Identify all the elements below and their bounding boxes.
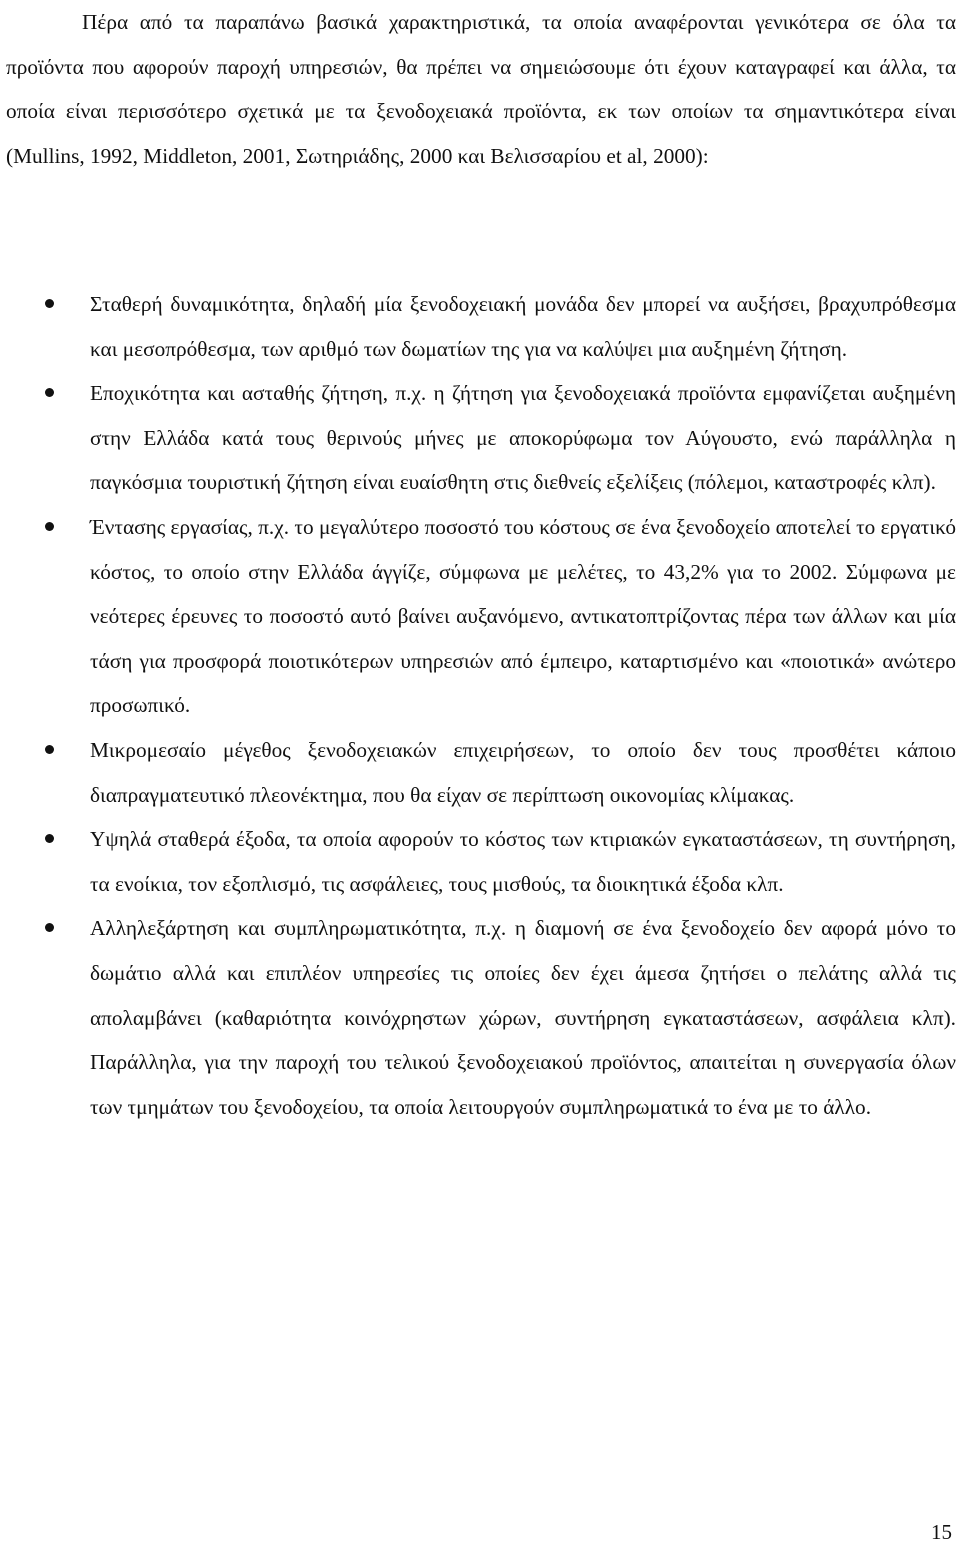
bullet-text: Αλληλεξάρτηση και συμπληρωματικότητα, π.χ. η διαμονή σε ένα ξενοδοχείο δεν αφορά μόνο το δωμάτιο αλλά και επιπλέον υπηρεσίες τις οποίες δεν έχει άμεσα ζητήσει ο πελάτης αλλά τις απολαμβάνει (καθαριότητα κοινόχρηστων χώρων, συντήρηση εγκαταστάσεων, ασφάλεια κλπ). Παράλληλα, για την παροχή του τελικού ξενοδοχειακού προϊόντος, απαιτείται η συνεργασία όλων των τμημάτων του ξενοδοχείου, τα οποία λειτουργούν συμπληρωματικά το ένα με το άλλο. — [90, 916, 956, 1119]
bullet-item — [0, 817, 960, 906]
bullet-dot-icon — [45, 388, 54, 397]
bullet-dot-icon — [45, 522, 54, 531]
bullet-item — [0, 728, 960, 817]
bullet-item — [0, 505, 960, 728]
bullet-dot-icon — [45, 923, 54, 932]
bullet-item — [0, 282, 960, 371]
bullet-dot-icon — [45, 299, 54, 308]
bullet-text: Μικρομεσαίο μέγεθος ξενοδοχειακών επιχειρήσεων, το οποίο δεν τους προσθέτει κάποιο διαπραγματευτικό πλεονέκτημα, που θα είχαν σε περίπτωση οικονομίας κλίμακας. — [90, 737, 956, 807]
bullet-text: Εποχικότητα και ασταθής ζήτηση, π.χ. η ζήτηση για ξενοδοχειακά προϊόντα εμφανίζεται αυξημένη στην Ελλάδα κατά τους θερινούς μήνες με αποκορύφωμα τον Αύγουστο, ενώ παράλληλα η παγκόσμια τουριστική ζήτηση είναι ευαίσθητη στις διεθνείς εξελίξεις (πόλεμοι, καταστροφές κλπ). — [90, 381, 956, 495]
intro-paragraph: Πέρα από τα παραπάνω βασικά χαρακτηριστικά, τα οποία αναφέρονται γενικότερα σε όλα τα προϊόντα που αφορούν παροχή υπηρεσιών, θα πρέπει να σημειώσουμε ότι έχουν καταγραφεί και άλλα, τα οποία είναι περισσότερο σχετικά με τα ξενοδοχειακά προϊόντα, εκ των οποίων τα σημαντικότερα είναι (Mullins, 1992, Middleton, 2001, Σωτηριάδης, 2000 και Βελισσαρίου et al, 2000): — [6, 10, 956, 168]
bullet-text: Σταθερή δυναμικότητα, δηλαδή μία ξενοδοχειακή μονάδα δεν μπορεί να αυξήσει, βραχυπρόθεσμα και μεσοπρόθεσμα, των αριθμό των δωματίων της για να καλύψει μια αυξημένη ζήτηση. — [90, 292, 956, 361]
bullet-list — [0, 282, 960, 1129]
bullet-dot-icon — [45, 834, 54, 843]
bullet-text: Υψηλά σταθερά έξοδα, τα οποία αφορούν το κόστος των κτιριακών εγκαταστάσεων, τη συντήρηση, τα ενοίκια, τον εξοπλισμό, τις ασφάλειες, τους μισθούς, τα διοικητικά έξοδα κλπ. — [90, 827, 956, 896]
bullet-dot-icon — [45, 745, 54, 754]
bullet-item — [0, 906, 960, 1129]
bullet-item — [0, 371, 960, 505]
page-number: 15 — [931, 1520, 952, 1544]
bullet-text: Έντασης εργασίας, π.χ. το μεγαλύτερο ποσοστό του κόστους σε ένα ξενοδοχείο αποτελεί το εργατικό κόστος, το οποίο στην Ελλάδα άγγίζε, σύμφωνα με μελέτες, το 43,2% για το 2002. Σύμφωνα με νεότερες έρευνες το ποσοστό αυτό βαίνει αυξανόμενο, αντικατοπτρίζοντας πέρα των άλλων και μία τάση για προσφορά ποιοτικότερων υπηρεσιών από έμπειρο, καταρτισμένο και «ποιοτικά» ανώτερο προσωπικό. — [90, 514, 956, 718]
